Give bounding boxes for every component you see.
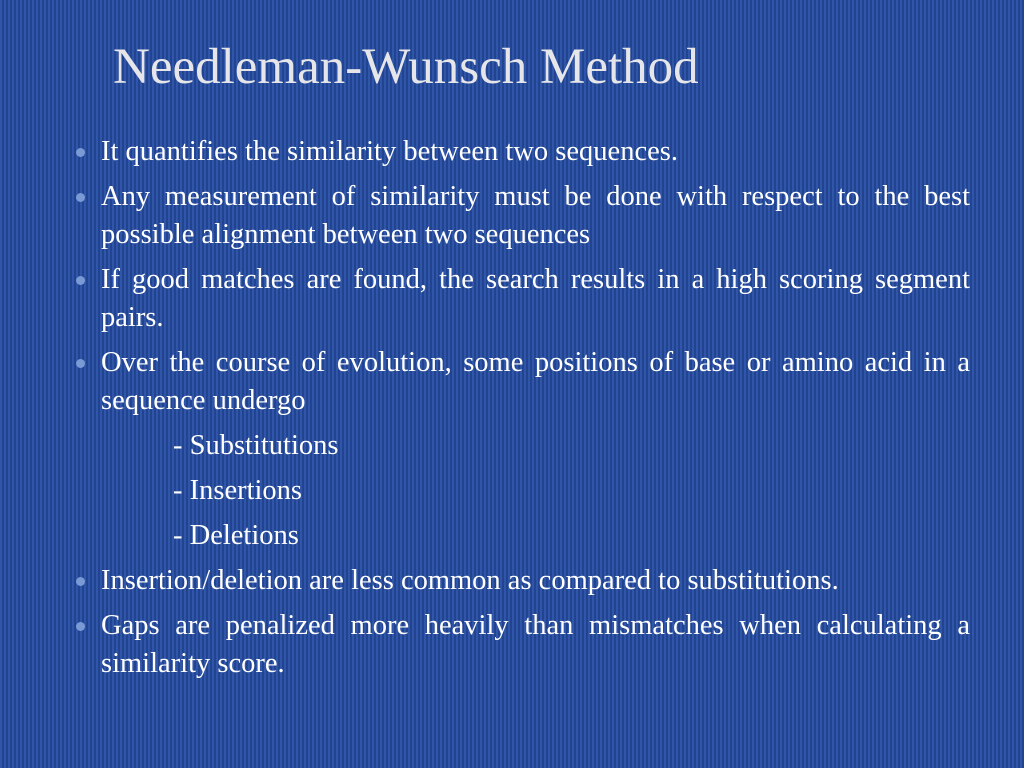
bullet-dot-icon	[76, 276, 85, 285]
bullet-item	[76, 344, 970, 420]
bullet-item	[76, 607, 970, 683]
bullet-item	[76, 261, 970, 337]
bullet-dot-icon	[76, 193, 85, 202]
bullet-text: Over the course of evolution, some positions of base or amino acid in a sequence undergo	[101, 347, 970, 416]
bullet-text: Gaps are penalized more heavily than mismatches when calculating a similarity score.	[101, 610, 970, 679]
bullet-item	[76, 133, 970, 171]
bullet-dot-icon	[76, 359, 85, 368]
bullet-text: Insertion/deletion are less common as compared to substitutions.	[101, 565, 839, 596]
slide-content	[76, 133, 970, 690]
bullet-text: If good matches are found, the search results in a high scoring segment pairs.	[101, 264, 970, 333]
sub-item-substitutions: - Substitutions	[173, 430, 339, 461]
bullet-dot-icon	[76, 148, 85, 157]
bullet-text: It quantifies the similarity between two sequences.	[101, 136, 678, 167]
bullet-text: Any measurement of similarity must be done with respect to the best possible alignment between two sequences	[101, 181, 970, 250]
sub-item-deletions: - Deletions	[173, 520, 299, 551]
sub-item-insertions: - Insertions	[173, 475, 303, 506]
slide-title: Needleman-Wunsch Method	[113, 39, 699, 95]
bullet-item	[76, 562, 970, 600]
bullet-item	[76, 178, 970, 254]
bullet-dot-icon	[76, 577, 85, 586]
bullet-dot-icon	[76, 622, 85, 631]
